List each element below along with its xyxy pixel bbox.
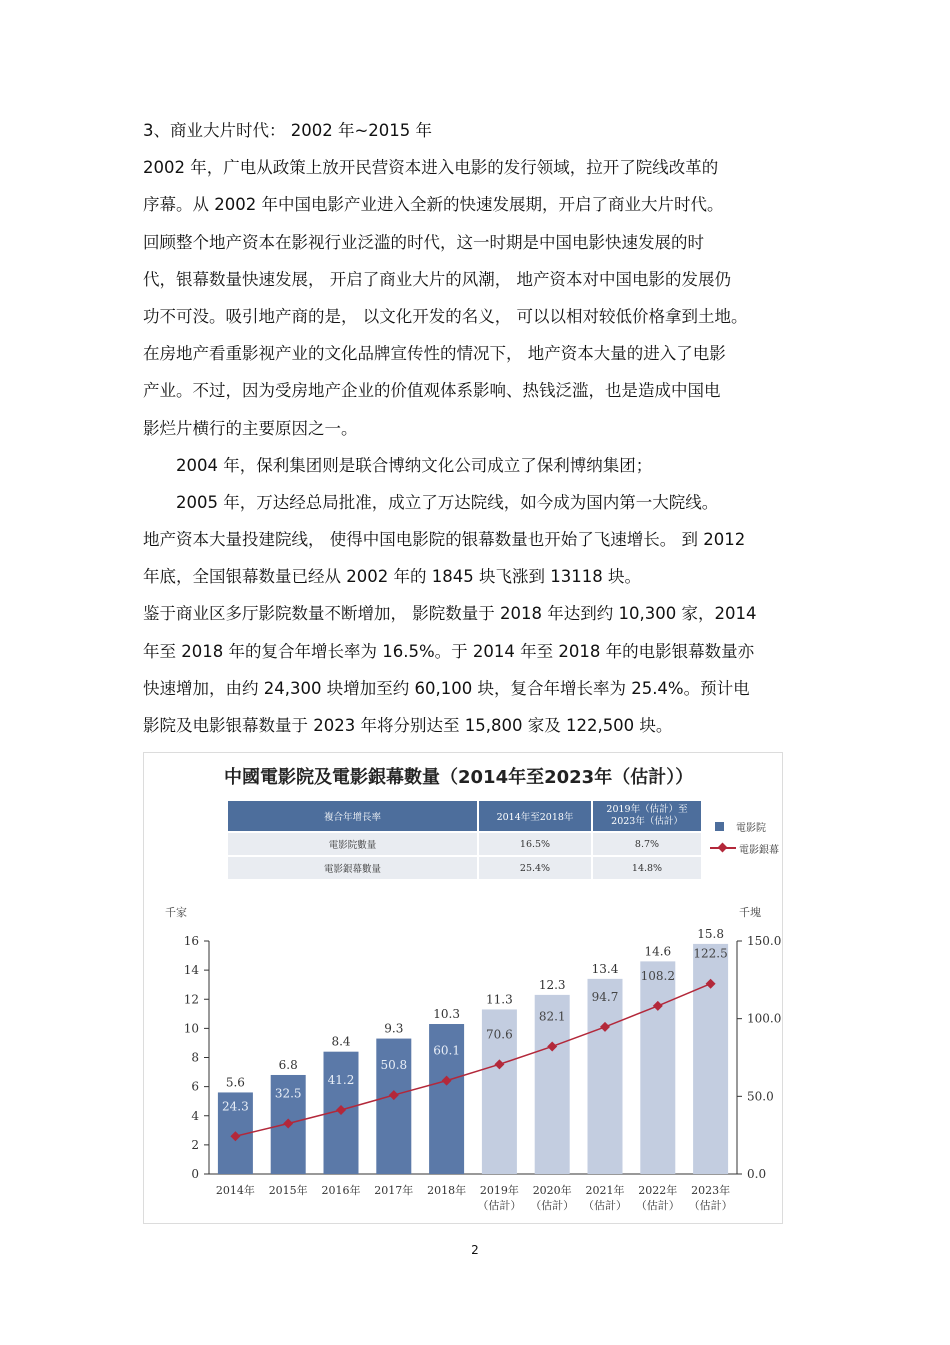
x-tick-label: （估計） xyxy=(635,1199,680,1212)
paragraph-line: 影院及电影银幕数量于 2023 年将分别达至 15,800 家及 122,500 块。 xyxy=(143,716,673,735)
right-tick-label: 150.0 xyxy=(747,934,782,948)
paragraph-line: 快速增加，由约 24,300 块增加至约 60,100 块，复合年增长率为 25.4%。预计电 xyxy=(143,678,750,698)
line-value-label: 108.2 xyxy=(640,968,675,983)
bar-value-label: 11.3 xyxy=(486,992,513,1007)
paragraph-line: 序幕。从 2002 年中国电影产业进入全新的快速发展期，开启了商业大片时代。 xyxy=(143,195,724,215)
left-tick-label: 16 xyxy=(183,934,199,948)
body-text xyxy=(143,112,813,744)
paragraph-line: 鉴于商业区多厅影院数量不断增加， 影院数量于 2018 年达到约 10,300 家，2014 xyxy=(143,604,757,624)
x-tick-label: 2018年 xyxy=(427,1184,467,1197)
table-cell: 電影銀幕數量 xyxy=(228,857,477,879)
bar xyxy=(640,961,675,1174)
x-tick-label: 2022年 xyxy=(638,1184,678,1197)
bar-value-label: 14.6 xyxy=(644,944,672,959)
paragraph-line: 产业。不过，因为受房地产企业的价值观体系影响、热钱泛滥，也是造成中国电 xyxy=(143,381,721,401)
line-value-label: 41.2 xyxy=(327,1073,355,1088)
section-heading: 3、商业大片时代： 2002 年~2015 年 xyxy=(143,121,433,140)
line-value-label: 32.5 xyxy=(274,1086,302,1101)
line-value-label: 122.5 xyxy=(693,946,728,961)
x-tick-label: 2017年 xyxy=(374,1184,414,1197)
table-cell: 電影院數量 xyxy=(228,833,477,855)
x-tick-label: 2019年 xyxy=(479,1184,519,1197)
x-tick-label: 2014年 xyxy=(215,1184,255,1197)
right-tick-label: 50.0 xyxy=(747,1089,774,1104)
x-tick-label: 2021年 xyxy=(585,1184,625,1197)
table-header-cell: 2014年至2018年 xyxy=(479,801,591,831)
screens-line xyxy=(235,984,710,1137)
cinema-figure xyxy=(143,752,783,1224)
right-tick-label: 0.0 xyxy=(747,1167,767,1181)
right-tick-label: 100.0 xyxy=(747,1011,782,1026)
line-value-label: 60.1 xyxy=(433,1043,460,1058)
paragraph-line: 2004 年，保利集团则是联合博纳文化公司成立了保利博纳集团； xyxy=(176,455,653,475)
left-tick-label: 10 xyxy=(183,1021,199,1036)
bar xyxy=(588,979,623,1174)
left-tick-label: 6 xyxy=(191,1079,199,1094)
paragraph-line: 2002 年，广电从政策上放开民营资本进入电影的发行领域，拉开了院线改革的 xyxy=(143,158,719,178)
bar xyxy=(693,944,728,1174)
paragraph-line: 地产资本大量投建院线， 使得中国电影院的银幕数量也开始了飞速增长。 到 2012 xyxy=(143,530,746,550)
legend-item-cinemas xyxy=(710,815,779,837)
legend-item-screens xyxy=(710,837,779,859)
paragraph-line: 回顾整个地产资本在影视行业泛滥的时代，这一时期是中国电影快速发展的时 xyxy=(143,232,704,252)
x-tick-label: 2023年 xyxy=(691,1184,731,1197)
table-header-cell: 2019年（估計）至2023年（估計） xyxy=(593,801,701,831)
paragraph-line: 代，银幕数量快速发展， 开启了商业大片的风潮， 地产资本对中国电影的发展仍 xyxy=(143,269,731,289)
line-value-label: 94.7 xyxy=(591,989,619,1004)
table-row xyxy=(228,857,701,879)
line-value-label: 70.6 xyxy=(486,1027,513,1042)
paragraph-line: 功不可没。吸引地产商的是， 以文化开发的名义， 可以以相对较低价格拿到土地。 xyxy=(143,306,748,326)
x-tick-label: （估計） xyxy=(688,1199,733,1212)
table-row xyxy=(228,833,701,855)
legend-line-swatch xyxy=(710,843,736,853)
cinema-screen-chart xyxy=(144,903,782,1223)
left-tick-label: 12 xyxy=(183,992,199,1007)
page-number: 2 xyxy=(471,1243,479,1257)
table-cell: 16.5% xyxy=(479,833,591,855)
paragraph-line: 年至 2018 年的复合年增长率为 16.5%。于 2014 年至 2018 年的电影银幕数量亦 xyxy=(143,641,755,661)
table-cell: 8.7% xyxy=(593,833,701,855)
left-tick-label: 0 xyxy=(191,1167,199,1181)
line-value-label: 24.3 xyxy=(222,1099,249,1114)
paragraph-line: 2005 年，万达经总局批准，成立了万达院线，如今成为国内第一大院线。 xyxy=(176,492,719,512)
left-tick-label: 8 xyxy=(191,1050,199,1065)
figure-title: 中國電影院及電影銀幕數量（2014年至2023年（估計）） xyxy=(224,767,694,788)
left-tick-label: 2 xyxy=(191,1137,199,1152)
bar-value-label: 15.8 xyxy=(697,926,724,941)
chart-legend xyxy=(710,815,779,859)
bar-value-label: 6.8 xyxy=(278,1057,298,1072)
x-tick-label: 2016年 xyxy=(321,1184,361,1197)
left-tick-label: 14 xyxy=(183,963,199,978)
line-value-label: 82.1 xyxy=(538,1009,566,1024)
bar-value-label: 5.6 xyxy=(225,1075,245,1090)
paragraph-line: 在房地产看重影视产业的文化品牌宣传性的情况下， 地产资本大量的进入了电影 xyxy=(143,344,726,364)
growth-rate-table xyxy=(226,799,703,881)
bar-value-label: 8.4 xyxy=(331,1034,351,1049)
line-value-label: 50.8 xyxy=(380,1058,408,1073)
x-tick-label: 2020年 xyxy=(532,1184,572,1197)
bar-value-label: 10.3 xyxy=(433,1007,460,1022)
bar-value-label: 12.3 xyxy=(538,977,566,992)
x-tick-label: （估計） xyxy=(583,1199,627,1212)
x-tick-label: 2015年 xyxy=(268,1184,308,1197)
x-tick-label: （估計） xyxy=(530,1199,575,1212)
legend-bar-swatch xyxy=(715,822,724,831)
table-header-cell: 複合年增長率 xyxy=(228,801,477,831)
paragraph-line: 年底，全国银幕数量已经从 2002 年的 1845 块飞涨到 13118 块。 xyxy=(143,567,641,587)
bar-value-label: 9.3 xyxy=(384,1021,404,1036)
table-cell: 14.8% xyxy=(593,857,701,879)
table-cell: 25.4% xyxy=(479,857,591,879)
left-axis-label: 千家 xyxy=(165,906,187,919)
right-axis-label: 千塊 xyxy=(739,906,761,919)
legend-label: 電影院 xyxy=(736,822,766,834)
paragraph-line: 影烂片横行的主要原因之一。 xyxy=(143,418,358,438)
bar-value-label: 13.4 xyxy=(591,961,619,976)
x-tick-label: （估計） xyxy=(477,1199,522,1212)
table-header-row xyxy=(228,801,701,831)
left-tick-label: 4 xyxy=(191,1108,199,1123)
legend-label: 電影銀幕 xyxy=(739,844,779,856)
